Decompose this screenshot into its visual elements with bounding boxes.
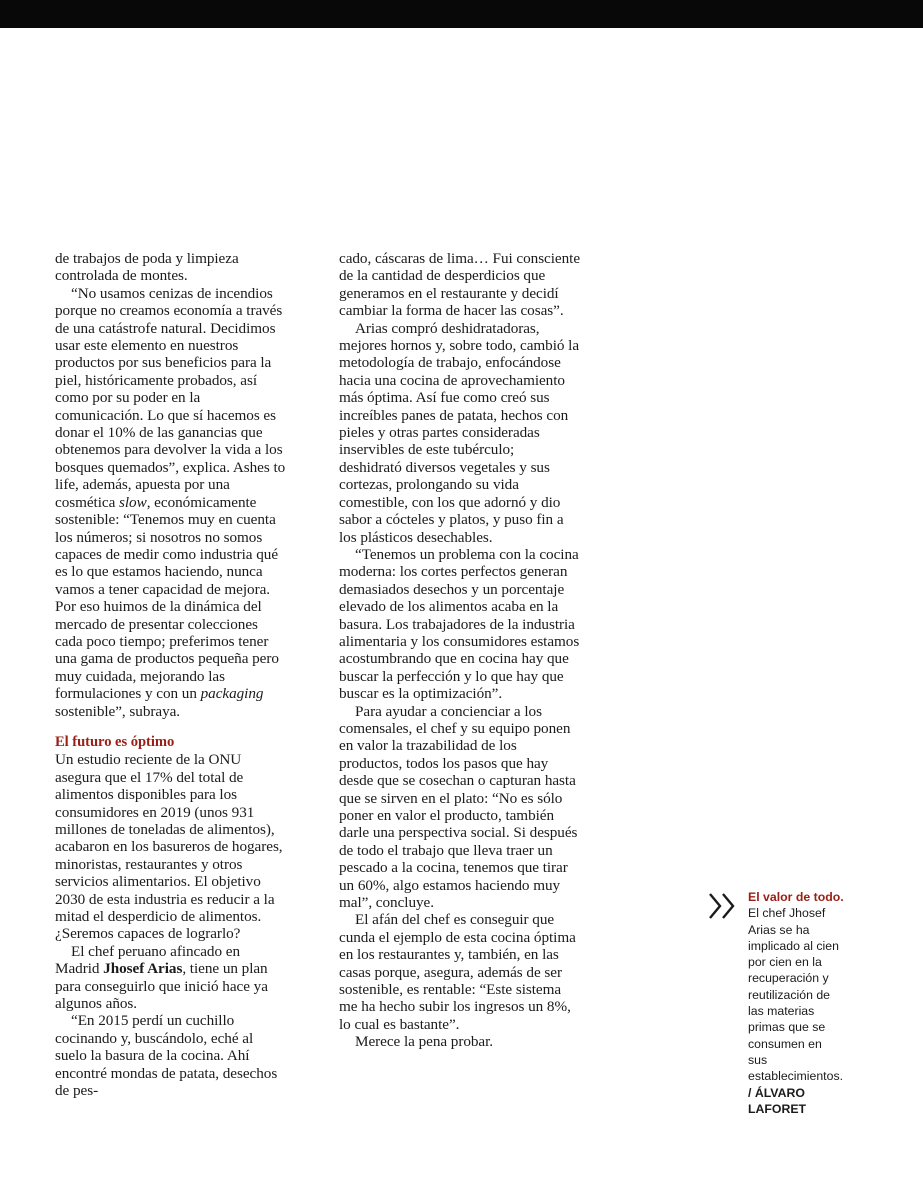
paragraph: El afán del chef es conseguir que cunda el ejemplo de esta cocina óptima en los restaurantes y, también, en las casas porque, asegura, además de ser sostenible, es rentable: “Este sistema me ha hecho subir los ingresos un 8%, lo cual es bastante”.	[339, 911, 576, 1033]
caption-author: / ÁLVARO LAFORET	[748, 1085, 807, 1116]
caption-title: El valor de todo.	[748, 890, 844, 904]
paragraph: cado, cáscaras de lima… Fui consciente de la cantidad de desperdicios que generamos en el restaurante y decidí cambiar la forma de hacer las cosas”.	[339, 250, 581, 320]
section-heading: El futuro es óptimo	[55, 733, 175, 750]
paragraph: de trabajos de poda y limpieza controlada de montes.	[55, 250, 239, 285]
top-black-bar	[0, 0, 923, 28]
paragraph: “En 2015 perdí un cuchillo cocinando y, buscándolo, eché al suelo la basura de la cocina. Ahí encontré mondas de patata, desechos de pes-	[55, 1012, 278, 1100]
paragraph: “Tenemos un problema con la cocina moderna: los cortes perfectos generan demasiados desechos y un porcentaje elevado de los alimentos acaba en la basura. Los trabajadores de la industria alimentaria y los consumidores estamos acostumbrando que en cocina hay que buscar la perfección y lo que hay que buscar es la optimización”.	[339, 545, 580, 703]
paragraph: “No usamos cenizas de incendios porque no creamos economía a través de una catástrofe natural. Decidimos usar este elemento en nuestros productos por sus beneficios para la piel, históricamente probados, así como por su poder en la comunicación. Lo que sí hacemos es donar el 10% de las ganancias que obtenemos para devolver la vida a los bosques quemados”, explica. Ashes to life, además, apuesta por una cosmética slow, económicamente sostenible: “Tenemos muy en cuenta los números; si nosotros no somos capaces de medir como industria qué es lo que estamos haciendo, nunca vamos a tener capacidad de mejora. Por eso huimos de la dinámica del mercado de presentar colecciones cada poco tiempo; preferimos tener una gama de productos pequeña pero muy cuidada, mejorando las formulaciones y con un packaging sostenible”, subraya.	[55, 284, 286, 720]
paragraph: Merece la pena probar.	[355, 1033, 494, 1051]
paragraph: Un estudio reciente de la ONU asegura que el 17% del total de alimentos disponibles para los consumidores en 2019 (unos 931 millones de toneladas de alimentos), acabaron en los basureros de hogares, minoristas, restaurantes y otros servicios alimentarios. El objetivo 2030 de esta industria es reducir a la mitad el desperdicio de alimentos. ¿Seremos capaces de lograrlo?	[55, 751, 283, 943]
chef-name: Jhosef Arias	[103, 960, 183, 978]
paragraph: El chef peruano afincado en Madrid Jhosef Arias, tiene un plan para conseguirlo que inició hace ya algunos años.	[55, 942, 268, 1013]
caption-text	[748, 889, 844, 1117]
caption-body: El chef Jhosef Arias se ha implicado al cien por cien en la recuperación y reutilización de las materias primas que se consumen en sus establecimientos.	[748, 906, 844, 1084]
paragraph: Arias compró deshidratadoras, mejores hornos y, sobre todo, cambió la metodología de trabajo, enfocándose hacia una cocina de aprovechamiento más óptima. Así fue como creó sus increíbles panes de patata, hechos con pieles y otras partes consideradas inservibles de este tubérculo; deshidrató diversos vegetales y sus cortezas, prolongando su vida comestible, con los que adornó y dio sabor a cócteles y platos, y puso fin a los plásticos desechables.	[339, 319, 580, 546]
article-column-1	[55, 250, 287, 1100]
double-chevron-right-icon	[706, 889, 740, 923]
paragraph: Para ayudar a concienciar a los comensales, el chef y su equipo ponen en valor la trazabilidad de los productos, todos los pasos que hay desde que se cosechan o capturan hasta que se sirven en el plato: “No es sólo poner en valor el producto, también darle una perspectiva social. Si después de todo el trabajo que lleva traer un pescado a la cocina, tenemos que tirar un 60%, algo estamos haciendo muy mal”, concluye.	[339, 702, 578, 912]
article-column-2	[339, 250, 580, 1051]
